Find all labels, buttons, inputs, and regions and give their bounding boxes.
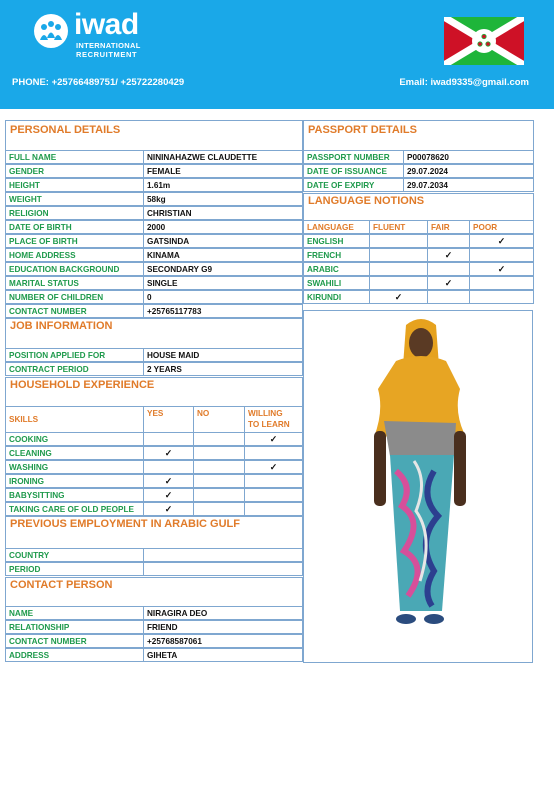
job-row xyxy=(5,362,303,376)
poor-check-icon xyxy=(470,291,533,304)
language-row xyxy=(303,248,534,262)
personal-details-header xyxy=(5,120,303,151)
field-value: GATSINDA xyxy=(147,237,190,246)
fair-check-icon xyxy=(428,263,470,276)
language-name: ARABIC xyxy=(304,263,370,276)
skill-row xyxy=(5,474,303,488)
household-header-row xyxy=(5,406,303,433)
field-label: PLACE OF BIRTH xyxy=(6,235,144,248)
field-label: CONTRACT PERIOD xyxy=(6,363,144,376)
fair-check-icon xyxy=(428,291,470,304)
personal-row xyxy=(5,150,303,164)
job-information-title: JOB INFORMATION xyxy=(10,320,113,332)
willing-header xyxy=(245,407,302,433)
fluent-check-icon: ✓ xyxy=(370,291,428,304)
personal-row xyxy=(5,206,303,220)
logo-subtitle-2: RECRUITMENT xyxy=(76,50,138,59)
field-value: HOUSE MAID xyxy=(147,351,200,360)
skill-row xyxy=(5,502,303,516)
contact-row xyxy=(5,648,303,662)
language-column-header: FAIR xyxy=(428,221,470,234)
job-information-header xyxy=(5,318,303,349)
personal-row xyxy=(5,220,303,234)
no-check-icon xyxy=(194,503,245,516)
field-value: 58kg xyxy=(147,195,166,204)
field-label: PERIOD xyxy=(6,563,144,576)
field-label: FULL NAME xyxy=(6,151,144,164)
skill-row xyxy=(5,460,303,474)
fluent-check-icon xyxy=(370,249,428,262)
personal-row xyxy=(5,290,303,304)
passport-row xyxy=(303,164,534,178)
willing-header-line2: TO LEARN xyxy=(248,420,290,429)
language-name: FRENCH xyxy=(304,249,370,262)
field-value: 2 YEARS xyxy=(147,365,182,374)
contact-person-title: CONTACT PERSON xyxy=(10,579,113,591)
personal-row xyxy=(5,262,303,276)
poor-check-icon: ✓ xyxy=(497,236,506,246)
household-experience-title: HOUSEHOLD EXPERIENCE xyxy=(10,379,155,391)
field-label: HOME ADDRESS xyxy=(6,249,144,262)
field-label: DATE OF EXPIRY xyxy=(304,179,404,192)
field-value: 0 xyxy=(147,293,152,302)
passport-details-title: PASSPORT DETAILS xyxy=(308,124,417,136)
fluent-check-icon xyxy=(370,235,428,248)
field-label: CONTACT NUMBER xyxy=(6,635,144,648)
field-label: ADDRESS xyxy=(6,649,144,662)
yes-check-icon: ✓ xyxy=(144,489,194,502)
field-value xyxy=(144,549,302,562)
field-label: NAME xyxy=(6,607,144,620)
passport-row xyxy=(303,178,534,192)
language-name: SWAHILI xyxy=(304,277,370,290)
field-value: 29.07.2024 xyxy=(407,167,448,176)
header-banner xyxy=(0,0,554,109)
field-value: 1.61m xyxy=(147,181,171,190)
willing-check-icon: ✓ xyxy=(269,462,278,472)
skill-name: WASHING xyxy=(6,461,144,474)
fluent-check-icon xyxy=(370,263,428,276)
skill-row xyxy=(5,446,303,460)
language-column-header: LANGUAGE xyxy=(304,221,370,234)
field-value: SECONDARY G9 xyxy=(147,265,213,274)
candidate-photo-illustration xyxy=(304,311,534,664)
yes-header: YES xyxy=(144,407,194,433)
personal-details-title: PERSONAL DETAILS xyxy=(10,124,121,136)
previous-employment-row xyxy=(5,562,303,576)
no-check-icon xyxy=(194,447,245,460)
field-label: EDUCATION BACKGROUND xyxy=(6,263,144,276)
willing-check-icon: ✓ xyxy=(269,434,278,444)
skill-name: TAKING CARE OF OLD PEOPLE xyxy=(6,503,144,516)
no-check-icon xyxy=(194,489,245,502)
phone-numbers: PHONE: +25766489751/ +25722280429 xyxy=(12,77,185,88)
field-label: DATE OF ISSUANCE xyxy=(304,165,404,178)
language-name: ENGLISH xyxy=(304,235,370,248)
field-label: COUNTRY xyxy=(6,549,144,562)
passport-details-header xyxy=(303,120,534,151)
personal-row xyxy=(5,178,303,192)
field-label: MARITAL STATUS xyxy=(6,277,144,290)
poor-check-icon: ✓ xyxy=(497,264,506,274)
company-logo xyxy=(34,8,154,64)
previous-employment-row xyxy=(5,548,303,562)
personal-row xyxy=(5,276,303,290)
yes-check-icon: ✓ xyxy=(144,475,194,488)
skills-header: SKILLS xyxy=(6,407,144,433)
field-value: +25765117783 xyxy=(147,307,202,316)
language-column-header: POOR xyxy=(473,223,498,232)
yes-check-icon: ✓ xyxy=(144,447,194,460)
field-value: NININAHAZWE CLAUDETTE xyxy=(147,153,258,162)
candidate-photo xyxy=(303,310,533,663)
field-label: WEIGHT xyxy=(6,193,144,206)
fair-check-icon: ✓ xyxy=(428,277,470,290)
personal-row xyxy=(5,192,303,206)
language-row xyxy=(303,290,534,304)
field-label: HEIGHT xyxy=(6,179,144,192)
field-value: FEMALE xyxy=(147,167,181,176)
no-check-icon xyxy=(194,461,245,474)
personal-row xyxy=(5,248,303,262)
willing-check-icon xyxy=(245,447,302,460)
language-column-header: FLUENT xyxy=(370,221,428,234)
yes-check-icon: ✓ xyxy=(144,503,194,516)
contact-row xyxy=(5,606,303,620)
field-label: GENDER xyxy=(6,165,144,178)
poor-check-icon xyxy=(470,277,533,290)
skill-name: IRONING xyxy=(6,475,144,488)
skill-name: COOKING xyxy=(6,433,144,446)
contact-person-header xyxy=(5,577,303,607)
skill-name: CLEANING xyxy=(6,447,144,460)
willing-check-icon xyxy=(245,489,302,502)
yes-check-icon xyxy=(144,433,194,446)
logo-people-icon xyxy=(34,14,68,48)
field-value: 2000 xyxy=(147,223,166,232)
language-name: KIRUNDI xyxy=(304,291,370,304)
job-row xyxy=(5,348,303,362)
language-notions-title: LANGUAGE NOTIONS xyxy=(308,195,425,207)
field-label: POSITION APPLIED FOR xyxy=(6,349,144,362)
field-value: +25768587061 xyxy=(147,637,202,646)
field-value xyxy=(144,563,302,576)
fluent-check-icon xyxy=(370,277,428,290)
household-experience-header xyxy=(5,377,303,407)
field-value: GIHETA xyxy=(147,651,178,660)
burundi-flag-icon xyxy=(444,17,524,65)
email-address: Email: iwad9335@gmail.com xyxy=(399,77,529,88)
yes-check-icon xyxy=(144,461,194,474)
skill-row xyxy=(5,432,303,446)
previous-employment-header xyxy=(5,516,303,549)
field-value: SINGLE xyxy=(147,279,178,288)
field-label: CONTACT NUMBER xyxy=(6,305,144,318)
language-row xyxy=(303,276,534,290)
field-label: RELIGION xyxy=(6,207,144,220)
field-label: DATE OF BIRTH xyxy=(6,221,144,234)
passport-row xyxy=(303,150,534,164)
contact-row xyxy=(5,634,303,648)
personal-row xyxy=(5,164,303,178)
fair-check-icon xyxy=(428,235,470,248)
willing-check-icon xyxy=(245,475,302,488)
previous-employment-title: PREVIOUS EMPLOYMENT IN ARABIC GULF xyxy=(10,518,240,530)
personal-row xyxy=(5,304,303,318)
field-value: NIRAGIRA DEO xyxy=(147,609,208,618)
personal-row xyxy=(5,234,303,248)
field-value: P00078620 xyxy=(407,153,449,162)
cv-sheet xyxy=(5,120,534,663)
field-value: KINAMA xyxy=(147,251,180,260)
skill-row xyxy=(5,488,303,502)
no-check-icon xyxy=(194,475,245,488)
field-value: FRIEND xyxy=(147,623,178,632)
no-header: NO xyxy=(194,407,245,433)
field-label: PASSPORT NUMBER xyxy=(304,151,404,164)
willing-header-line1: WILLING xyxy=(248,409,283,418)
field-label: RELATIONSHIP xyxy=(6,621,144,634)
field-value: 29.07.2034 xyxy=(407,181,448,190)
language-row xyxy=(303,262,534,276)
contact-row xyxy=(5,620,303,634)
skill-name: BABYSITTING xyxy=(6,489,144,502)
field-value: CHRISTIAN xyxy=(147,209,192,218)
language-notions-header xyxy=(303,193,534,221)
field-label: NUMBER OF CHILDREN xyxy=(6,291,144,304)
language-row xyxy=(303,234,534,248)
language-header-row xyxy=(303,220,534,234)
logo-word: iwad xyxy=(74,8,139,41)
logo-subtitle-1: INTERNATIONAL xyxy=(76,41,141,50)
willing-check-icon xyxy=(245,503,302,516)
no-check-icon xyxy=(194,433,245,446)
fair-check-icon: ✓ xyxy=(428,249,470,262)
poor-check-icon xyxy=(470,249,533,262)
